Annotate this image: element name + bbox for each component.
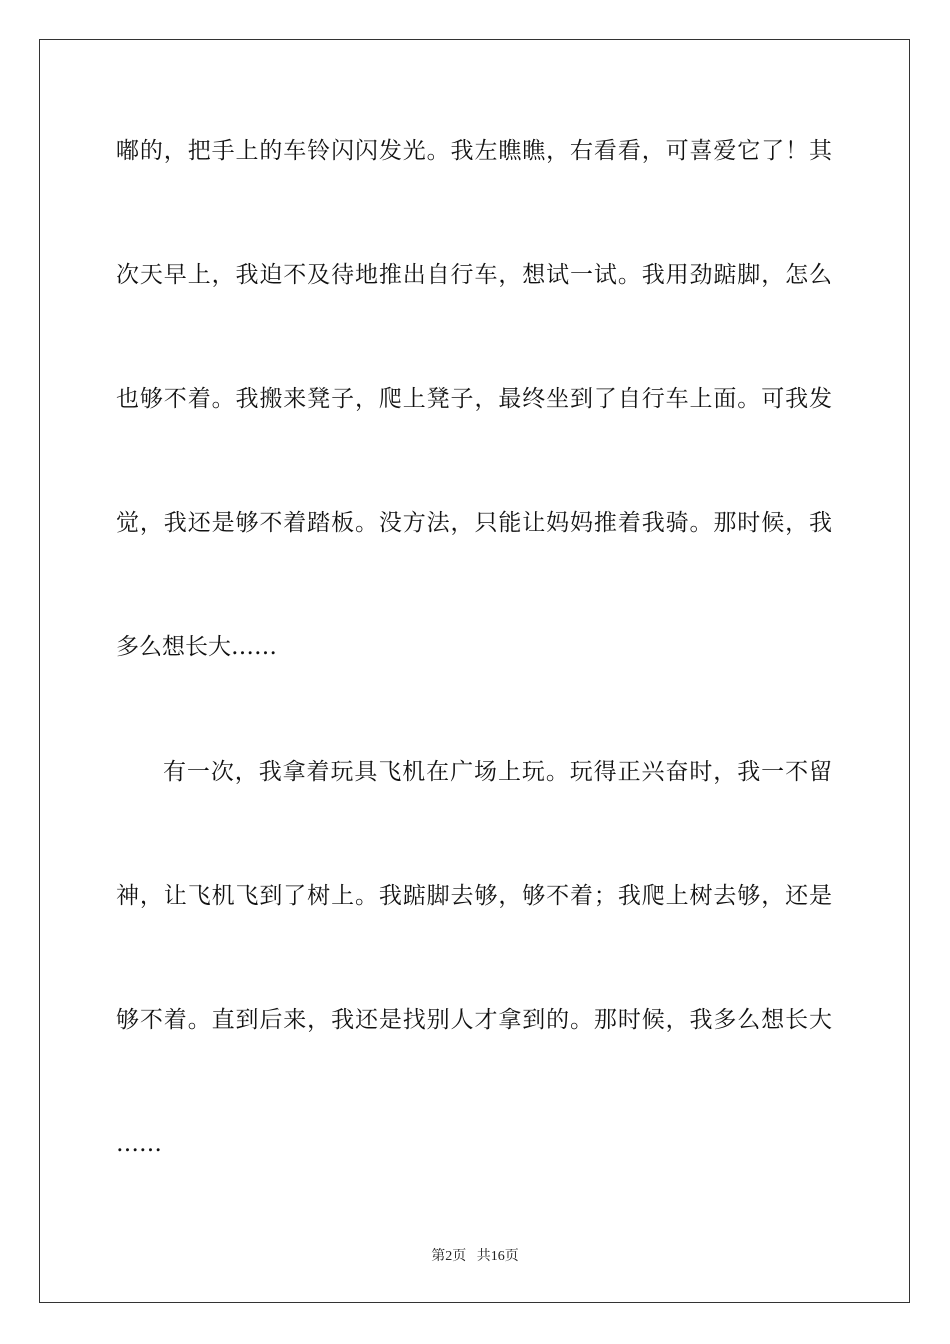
body-text-line: 多么想长大……	[116, 634, 277, 660]
body-text-line: ……	[116, 1131, 162, 1157]
paragraph-start-line: 有一次，我拿着玩具飞机在广场上玩。玩得正兴奋时，我一不留	[163, 759, 832, 785]
body-text-line: 够不着。直到后来，我还是找别人才拿到的。那时候，我多么想长大	[116, 1007, 832, 1033]
body-text-line: 次天早上，我迫不及待地推出自行车，想试一试。我用劲踮脚，怎么	[116, 262, 832, 288]
page-footer	[0, 1248, 950, 1266]
body-text-line: 神，让飞机飞到了树上。我踮脚去够，够不着；我爬上树去够，还是	[116, 883, 832, 909]
body-text-line: 觉，我还是够不着踏板。没方法，只能让妈妈推着我骑。那时候，我	[116, 510, 832, 536]
page-border	[39, 39, 910, 1303]
body-text-line: 嘟的，把手上的车铃闪闪发光。我左瞧瞧，右看看，可喜爱它了！其	[116, 138, 832, 164]
total-pages: 共16页	[476, 1249, 519, 1264]
current-page-number: 第2页	[431, 1249, 467, 1264]
body-text-line: 也够不着。我搬来凳子，爬上凳子，最终坐到了自行车上面。可我发	[116, 386, 832, 412]
